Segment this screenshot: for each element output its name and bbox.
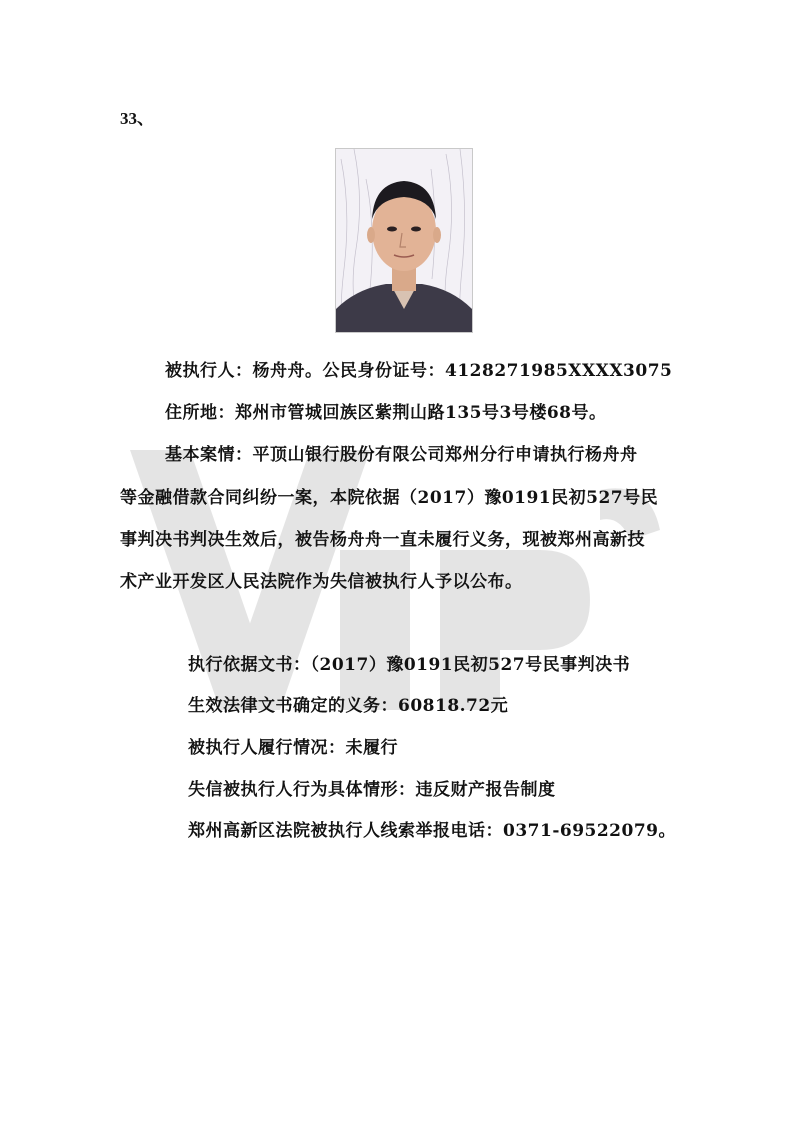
respondent-line: 被执行人：杨舟舟。公民身份证号：4128271985XXXX3075 bbox=[165, 361, 673, 381]
case-line: 基本案情：平顶山银行股份有限公司郑州分行申请执行杨舟舟 bbox=[165, 445, 638, 465]
dishonest-behavior: 失信被执行人行为具体情形：违反财产报告制度 bbox=[188, 780, 556, 800]
respondent-photo bbox=[335, 148, 473, 333]
enforcement-basis: 执行依据文书：（2017）豫0191民初527号民事判决书 bbox=[188, 655, 631, 675]
obligation-amount: 生效法律文书确定的义务：60818.72元 bbox=[188, 696, 509, 716]
record-index: 33、 bbox=[120, 109, 154, 128]
performance-status: 被执行人履行情况：未履行 bbox=[188, 738, 398, 758]
address-line: 住所地：郑州市管城回族区紫荆山路135号3号楼68号。 bbox=[165, 403, 607, 423]
portrait-image bbox=[336, 149, 472, 332]
case-line: 术产业开发区人民法院作为失信被执行人予以公布。 bbox=[120, 572, 523, 592]
case-line: 事判决书判决生效后，被告杨舟舟一直未履行义务，现被郑州高新技 bbox=[120, 530, 645, 550]
tip-hotline: 郑州高新区法院被执行人线索举报电话：0371-69522079。 bbox=[188, 821, 676, 841]
case-line: 等金融借款合同纠纷一案，本院依据（2017）豫0191民初527号民 bbox=[120, 488, 659, 508]
